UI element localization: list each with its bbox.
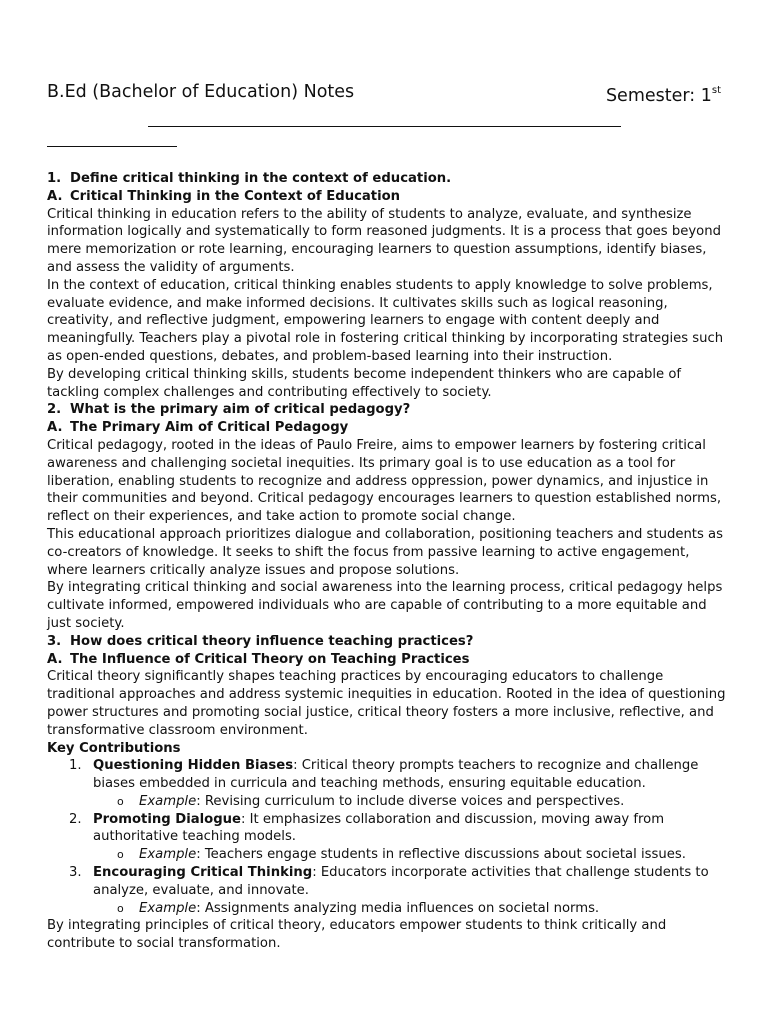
answer-title: The Influence of Critical Theory on Teaching Practices [70, 651, 470, 667]
answer-letter: A. [47, 651, 63, 667]
example-text: : Revising curriculum to include diverse voices and perspectives. [196, 793, 625, 809]
question-1 [47, 170, 727, 188]
list-number: 3. [69, 865, 82, 881]
paragraph: This educational approach prioritizes dialogue and collaboration, positioning teachers and students as co-creators of knowledge. It seeks to shift the focus from passive learning to active engagement, where learners critically analyze issues and propose solutions. [47, 526, 723, 578]
answer-1-heading [47, 188, 727, 206]
semester-label [606, 81, 721, 107]
semester-text: Semester: 1 [605, 85, 712, 106]
question-number: 3. [47, 633, 62, 649]
contribution-title: Promoting Dialogue [93, 811, 241, 827]
question-2 [47, 401, 727, 419]
paragraph: By integrating principles of critical theory, educators empower students to think critically and contribute to social transformation. [47, 918, 667, 952]
bullet-icon: o [117, 848, 124, 862]
header-divider-long [148, 126, 621, 127]
contribution-title: Questioning Hidden Biases [93, 758, 294, 774]
question-number: 1. [47, 171, 62, 186]
contributions-list [47, 757, 727, 917]
question-number: 2. [47, 402, 62, 418]
example-label: Example [139, 847, 197, 863]
answer-title: Critical Thinking in the Context of Education [70, 188, 401, 204]
example-text: : Teachers engage students in reflective discussions about societal issues. [196, 847, 686, 863]
question-text: Define critical thinking in the context of education. [70, 171, 452, 186]
question-text: What is the primary aim of critical pedagogy? [70, 402, 411, 418]
example-item [47, 793, 727, 811]
paragraph: Critical theory significantly shapes teaching practices by encouraging educators to challenge traditional approaches and address systemic inequities in education. Rooted in the idea of questioning power structures and promoting social justice, critical theory fosters a more inclusive, reflective, and transformative classroom environment. [47, 669, 726, 738]
paragraph: By integrating critical thinking and social awareness into the learning process, critical pedagogy helps cultivate informed, empowered individuals who are capable of contributing to a more equitable and just society. [47, 580, 723, 631]
answer-3-heading [47, 651, 727, 669]
answer-2-heading [47, 419, 727, 437]
semester-superscript: st [711, 85, 721, 96]
paragraph: Critical thinking in education refers to the ability of students to analyze, evaluate, and synthesize information logically and systematically to form reasoned judgments. It is a process that goes beyond mere memorization or rote learning, encouraging learners to question assumptions, identify biases, and assess the validity of arguments. [47, 206, 721, 275]
paragraph: By developing critical thinking skills, students become independent thinkers who are capable of tackling complex challenges and contributing effectively to society. [47, 366, 682, 400]
contribution-title: Encouraging Critical Thinking [93, 865, 313, 881]
paragraph: In the context of education, critical thinking enables students to apply knowledge to solve problems, evaluate evidence, and make informed decisions. It cultivates skills such as logical reasoning, creativity, and reflective judgment, empowering learners to engage with content deeply and meaningfully. Teachers play a pivotal role in fostering critical thinking by incorporating strategies such as open-ended questions, debates, and problem-based learning into their instruction. [47, 277, 724, 364]
paragraph: Critical pedagogy, rooted in the ideas of Paulo Freire, aims to empower learners by fostering critical awareness and challenging societal inequities. Its primary goal is to use education as a tool for liberation, enabling students to recognize and address oppression, power dynamics, and injustice in their communities and beyond. Critical pedagogy encourages learners to question established norms, reflect on their experiences, and take action to promote social change. [47, 437, 722, 525]
answer-letter: A. [47, 420, 63, 436]
example-item [47, 900, 727, 918]
example-item [47, 846, 727, 864]
example-text: : Assignments analyzing media influences on societal norms. [196, 900, 600, 916]
contribution-text: : Critical theory prompts teachers to recognize and challenge biases embedded in curricula and teaching methods, ensuring equitable education. [93, 758, 699, 792]
list-number: 2. [69, 811, 82, 827]
document-title: B.Ed (Bachelor of Education) Notes [47, 82, 355, 102]
answer-letter: A. [47, 188, 63, 204]
notes-body [47, 170, 727, 953]
list-item [47, 864, 727, 900]
key-contributions-heading: Key Contributions [47, 740, 181, 756]
bullet-icon: o [117, 794, 124, 808]
bullet-icon: o [117, 901, 124, 915]
header-divider-short [47, 146, 177, 147]
question-text: How does critical theory influence teaching practices? [70, 633, 474, 649]
example-label: Example [139, 900, 197, 916]
list-item [47, 811, 727, 847]
list-item [47, 757, 727, 793]
contribution-text: : It emphasizes collaboration and discussion, moving away from authoritative teaching models. [93, 811, 665, 845]
list-number: 1. [69, 758, 82, 774]
answer-title: The Primary Aim of Critical Pedagogy [70, 420, 349, 436]
question-3 [47, 633, 727, 651]
example-label: Example [139, 793, 197, 809]
contribution-text: : Educators incorporate activities that challenge students to analyze, evaluate, and innovate. [93, 865, 709, 898]
